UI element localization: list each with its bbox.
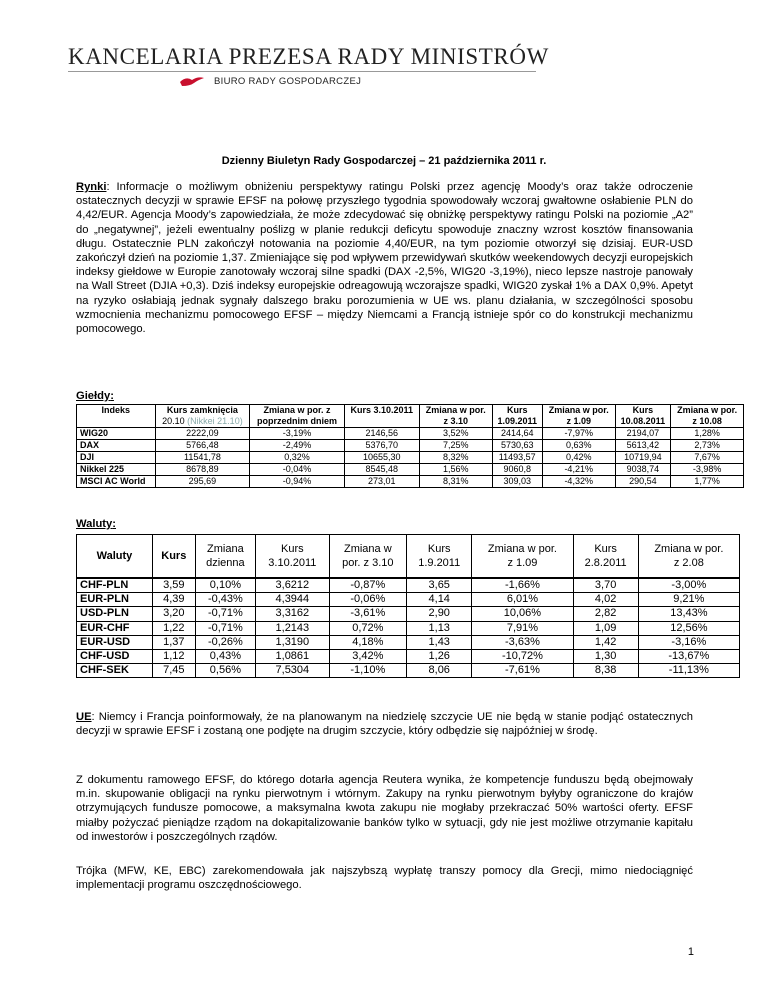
table-cell: -0,71% bbox=[195, 607, 256, 621]
table-cell: 9,21% bbox=[638, 593, 739, 607]
header-subtitle: BIURO RADY GOSPODARCZEJ bbox=[214, 76, 362, 87]
table-cell: 5766,48 bbox=[155, 440, 250, 452]
col-header: Zmiana w por. z poprzednim dniem bbox=[250, 405, 344, 428]
table-cell: -1,10% bbox=[329, 664, 407, 678]
table-cell: -3,00% bbox=[638, 578, 739, 593]
row-label: WIG20 bbox=[77, 428, 156, 440]
row-label: CHF-PLN bbox=[77, 578, 153, 593]
table-cell: 8545,48 bbox=[344, 464, 419, 476]
bulletin-title: Dzienny Biuletyn Rady Gospodarczej – 21 października 2011 r. bbox=[221, 155, 547, 167]
table-cell: 9060,8 bbox=[492, 464, 542, 476]
eu-label: UE bbox=[76, 711, 92, 723]
table-cell: 6,01% bbox=[472, 593, 573, 607]
table-cell: -0,06% bbox=[329, 593, 407, 607]
table-cell: -10,72% bbox=[472, 650, 573, 664]
col-header: Zmiana w por. z 3.10 bbox=[419, 405, 492, 428]
table-cell: -3,98% bbox=[671, 464, 744, 476]
markets-paragraph bbox=[76, 180, 693, 336]
troika-paragraph: Trójka (MFW, KE, EBC) zarekomendowała jak najszybszą wypłatę transzy pomocy dla Grecji, mimo niedociągnięć implementacji programu oszczędnościowego. bbox=[76, 865, 693, 892]
table-cell: 7,5304 bbox=[256, 664, 329, 678]
table-cell: 0,42% bbox=[542, 452, 615, 464]
row-label: CHF-USD bbox=[77, 650, 153, 664]
table-header-row bbox=[77, 535, 740, 579]
table-row bbox=[77, 650, 740, 664]
exchanges-table bbox=[76, 404, 744, 488]
table-cell: -3,16% bbox=[638, 635, 739, 649]
row-label: EUR-USD bbox=[77, 635, 153, 649]
table-cell: 1,0861 bbox=[256, 650, 329, 664]
table-cell: -4,21% bbox=[542, 464, 615, 476]
table-cell: -0,43% bbox=[195, 593, 256, 607]
col-header: Kurs 2.8.2011 bbox=[573, 535, 638, 579]
row-label: DJI bbox=[77, 452, 156, 464]
table-cell: 5376,70 bbox=[344, 440, 419, 452]
table-cell: 273,01 bbox=[344, 476, 419, 488]
currencies-heading bbox=[76, 518, 116, 530]
col-header: Kurs 1.9.2011 bbox=[407, 535, 472, 579]
col-header: Kurs bbox=[152, 535, 195, 579]
table-cell: 5730,63 bbox=[492, 440, 542, 452]
table-cell: 1,56% bbox=[419, 464, 492, 476]
table-cell: -3,63% bbox=[472, 635, 573, 649]
table-cell: 0,43% bbox=[195, 650, 256, 664]
table-cell: 5613,42 bbox=[615, 440, 671, 452]
col-header: Indeks bbox=[77, 405, 156, 428]
table-cell: 9038,74 bbox=[615, 464, 671, 476]
table-row bbox=[77, 476, 744, 488]
table-cell: -0,71% bbox=[195, 621, 256, 635]
table-cell: 1,22 bbox=[152, 621, 195, 635]
header-title: KANCELARIA PREZESA RADY MINISTRÓW bbox=[68, 44, 549, 69]
table-cell: 290,54 bbox=[615, 476, 671, 488]
eu-text-1: : Niemcy i Francja poinformowały, że na planowanym na niedzielę szczycie UE nie będą w stanie podjąć ostatecznych decyzji w sprawie EFSF i zostaną one podjęte na drugim szczycie, który odbędzie się najpóźniej w środę. bbox=[76, 711, 693, 738]
table-cell: -1,66% bbox=[472, 578, 573, 593]
table-cell: 1,26 bbox=[407, 650, 472, 664]
table-cell: 2,82 bbox=[573, 607, 638, 621]
table-cell: 4,39 bbox=[152, 593, 195, 607]
table-cell: 10719,94 bbox=[615, 452, 671, 464]
table-cell: 7,45 bbox=[152, 664, 195, 678]
currencies-table bbox=[76, 534, 740, 678]
markets-label: Rynki bbox=[76, 181, 107, 193]
table-cell: 3,65 bbox=[407, 578, 472, 593]
table-cell: 3,20 bbox=[152, 607, 195, 621]
row-label: EUR-CHF bbox=[77, 621, 153, 635]
table-row bbox=[77, 621, 740, 635]
table-cell: 2194,07 bbox=[615, 428, 671, 440]
table-cell: 1,13 bbox=[407, 621, 472, 635]
table-row bbox=[77, 635, 740, 649]
table-cell: -0,94% bbox=[250, 476, 344, 488]
table-cell: -11,13% bbox=[638, 664, 739, 678]
eagle-logo-icon bbox=[178, 74, 206, 88]
table-row bbox=[77, 593, 740, 607]
table-cell: 1,09 bbox=[573, 621, 638, 635]
table-cell: 0,56% bbox=[195, 664, 256, 678]
table-cell: 0,72% bbox=[329, 621, 407, 635]
table-cell: 1,43 bbox=[407, 635, 472, 649]
table-cell: 4,3944 bbox=[256, 593, 329, 607]
row-label: Nikkel 225 bbox=[77, 464, 156, 476]
table-cell: 7,91% bbox=[472, 621, 573, 635]
table-cell: 3,59 bbox=[152, 578, 195, 593]
table-cell: 3,42% bbox=[329, 650, 407, 664]
table-cell: 295,69 bbox=[155, 476, 250, 488]
table-cell: 8,38 bbox=[573, 664, 638, 678]
table-cell: 13,43% bbox=[638, 607, 739, 621]
table-row bbox=[77, 578, 740, 593]
col-header: Kurs 3.10.2011 bbox=[344, 405, 419, 428]
table-cell: 3,70 bbox=[573, 578, 638, 593]
markets-text: : Informacje o możliwym obniżeniu perspektywy ratingu Polski przez agencję Moody’s oraz także odroczenie ostatecznych decyzji w sprawie EFSF na połowę przyszłego tygodnia spowodowały wczoraj gwałtowne osłabienie PLN do 4,42/EUR. Agencja Moody’s zapowiedziała, że może zdecydować się obniżkę perspektywy ratingu Polski na poziomie „A2” do „negatywnej”, jeżeli ewentualny poślizg w planie redukcji deficytu spowoduje znaczny wzrost kosztów finansowania długu. Ostatecznie PLN zakończył notowania na poziomie 4,40/EUR, na tym poziomie otworzył się dzisiaj. EUR-USD zakończył dzień na poziomie 1,37. Zmieniające się pod wpływem przewidywań skutków weekendowych decyzji europejskich indeksy giełdowe w Europie zanotowały wczoraj silne spadki (DAX -2,5%, WIG20 -3,19%), nieco lepsze nastroje panowały na Wall Street (DJIA +0,3). Dziś indeksy europejskie odreagowują wczorajsze spadki, WIG20 zyskał 1% a DAX 0,9%. Apetyt na ryzyko osłabiają jednak sygnały dalszego braku porozumienia w UE ws. planu działania, w szczególności sposobu wzmocnienia mechanizmu pomocowego EFSF – między Niemcami a Francją istnieje spór co do konstrukcji mechanizmu pomocowego. bbox=[76, 181, 693, 336]
table-cell: 12,56% bbox=[638, 621, 739, 635]
col-header: Waluty bbox=[77, 535, 153, 579]
table-cell: 10655,30 bbox=[344, 452, 419, 464]
table-cell: 1,42 bbox=[573, 635, 638, 649]
table-cell: 0,10% bbox=[195, 578, 256, 593]
table-cell: 4,02 bbox=[573, 593, 638, 607]
table-cell: -0,87% bbox=[329, 578, 407, 593]
row-label: USD-PLN bbox=[77, 607, 153, 621]
table-cell: 1,30 bbox=[573, 650, 638, 664]
table-cell: -2,49% bbox=[250, 440, 344, 452]
table-cell: 3,6212 bbox=[256, 578, 329, 593]
table-cell: 0,63% bbox=[542, 440, 615, 452]
table-cell: 1,28% bbox=[671, 428, 744, 440]
table-cell: 1,37 bbox=[152, 635, 195, 649]
table-cell: 0,32% bbox=[250, 452, 344, 464]
table-cell: 1,2143 bbox=[256, 621, 329, 635]
table-cell: 2,73% bbox=[671, 440, 744, 452]
table-cell: 2414,64 bbox=[492, 428, 542, 440]
col-header: Zmiana w por. z 10.08 bbox=[671, 405, 744, 428]
table-row bbox=[77, 440, 744, 452]
eu-paragraph bbox=[76, 710, 693, 738]
table-cell: 3,3162 bbox=[256, 607, 329, 621]
table-cell: 2,90 bbox=[407, 607, 472, 621]
table-cell: 309,03 bbox=[492, 476, 542, 488]
table-cell: -0,26% bbox=[195, 635, 256, 649]
table-cell: -4,32% bbox=[542, 476, 615, 488]
table-row bbox=[77, 452, 744, 464]
table-row bbox=[77, 607, 740, 621]
table-cell: 8,06 bbox=[407, 664, 472, 678]
table-cell: -7,97% bbox=[542, 428, 615, 440]
table-cell: -0,04% bbox=[250, 464, 344, 476]
col-header: Zmiana dzienna bbox=[195, 535, 256, 579]
col-header: Kurs 10.08.2011 bbox=[615, 405, 671, 428]
table-cell: 2146,56 bbox=[344, 428, 419, 440]
row-label: EUR-PLN bbox=[77, 593, 153, 607]
table-cell: -7,61% bbox=[472, 664, 573, 678]
exchanges-heading bbox=[76, 390, 114, 402]
row-label: MSCI AC World bbox=[77, 476, 156, 488]
table-cell: 1,77% bbox=[671, 476, 744, 488]
table-cell: 3,52% bbox=[419, 428, 492, 440]
table-cell: -3,19% bbox=[250, 428, 344, 440]
col-header: Zmiana w por. z 1.09 bbox=[472, 535, 573, 579]
table-cell: 11541,78 bbox=[155, 452, 250, 464]
efsf-paragraph: Z dokumentu ramowego EFSF, do którego dotarła agencja Reutera wynika, że kompetencje funduszu będą obejmowały m.in. skupowanie obligacji na rynku pierwotnym i wtórnym. Zakupy na rynku pierwotnym byłyby ograniczone do krajów otrzymujących fundusze pomocowe, a maksymalna kwota zakupu nie mogłaby przekraczać 50% wartości oferty. EFSF miałby pożyczać pieniądze rządom na dokapitalizowanie banków tylko w sytuacji, gdy nie jest możliwe otrzymanie kapitału od inwestorów i poszczególnych rządów. bbox=[76, 774, 693, 843]
table-cell: 1,3190 bbox=[256, 635, 329, 649]
exchanges-colon: : bbox=[110, 390, 114, 402]
table-cell: 1,12 bbox=[152, 650, 195, 664]
col-header: Kurs 1.09.2011 bbox=[492, 405, 542, 428]
table-cell: 2222,09 bbox=[155, 428, 250, 440]
table-cell: 11493,57 bbox=[492, 452, 542, 464]
page-number: 1 bbox=[687, 946, 694, 958]
table-row bbox=[77, 664, 740, 678]
row-label: CHF-SEK bbox=[77, 664, 153, 678]
table-cell: -3,61% bbox=[329, 607, 407, 621]
table-cell: 4,14 bbox=[407, 593, 472, 607]
table-cell: 7,67% bbox=[671, 452, 744, 464]
table-row bbox=[77, 428, 744, 440]
col-header: Zmiana w por. z 1.09 bbox=[542, 405, 615, 428]
currencies-colon: : bbox=[112, 518, 116, 530]
table-row bbox=[77, 464, 744, 476]
exchanges-label: Giełdy bbox=[76, 390, 111, 402]
col-header: Zmiana w por. z 2.08 bbox=[638, 535, 739, 579]
col-header: Zmiana w por. z 3.10 bbox=[329, 535, 407, 579]
table-cell: 8,32% bbox=[419, 452, 492, 464]
header-divider bbox=[68, 71, 536, 72]
row-label: DAX bbox=[77, 440, 156, 452]
col-header: Kurs 3.10.2011 bbox=[256, 535, 329, 579]
currencies-label: Waluty bbox=[76, 518, 113, 530]
table-cell: 8678,89 bbox=[155, 464, 250, 476]
table-cell: 4,18% bbox=[329, 635, 407, 649]
table-cell: 10,06% bbox=[472, 607, 573, 621]
table-header-row bbox=[77, 405, 744, 428]
table-cell: 7,25% bbox=[419, 440, 492, 452]
col-header: Kurs zamknięcia 20.10 (Nikkei 21.10) bbox=[155, 405, 250, 428]
table-cell: 8,31% bbox=[419, 476, 492, 488]
table-cell: -13,67% bbox=[638, 650, 739, 664]
